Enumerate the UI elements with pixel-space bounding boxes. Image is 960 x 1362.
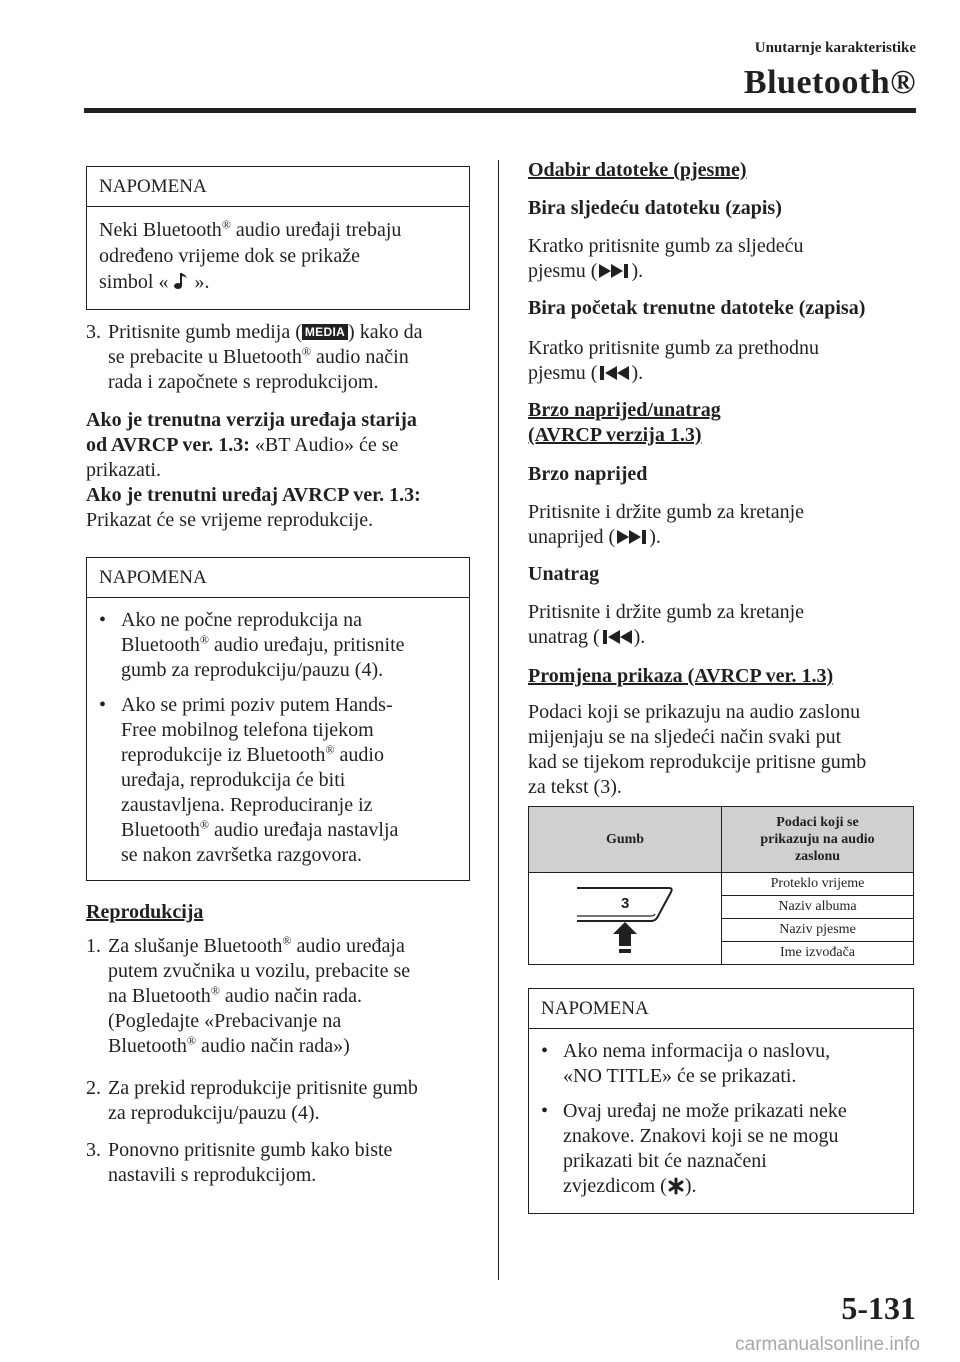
- note-title: NAPOMENA: [529, 989, 913, 1029]
- step-number: 3.: [86, 1139, 101, 1161]
- table-header-line: prikazuju na audio: [760, 832, 875, 847]
- header-rule: [84, 108, 916, 113]
- body-text: Kratko pritisnite gumb za prethodnu: [528, 337, 820, 359]
- watermark: carmanualsonline.info: [735, 1334, 920, 1355]
- note-bullet: [99, 608, 457, 683]
- note-text: određeno vrijeme dok se prikaže: [99, 245, 361, 267]
- column-divider: [498, 160, 499, 1280]
- note-box-3: [528, 988, 914, 1214]
- registered-mark: ®: [282, 933, 292, 948]
- step-number: 3.: [86, 321, 101, 343]
- note-text: audio: [334, 744, 384, 766]
- body-text: za tekst (3).: [528, 776, 622, 798]
- fast-forward-text: [528, 500, 916, 550]
- note-text: audio uređaju, pritisnite: [209, 634, 405, 656]
- next-track-icon: [615, 528, 649, 546]
- note-text: Ako se primi poziv putem Hands-: [121, 694, 393, 716]
- registered-mark: ®: [210, 983, 220, 998]
- version-result-1: «BT Audio» će se: [249, 434, 399, 456]
- step-text: audio način rada.: [219, 985, 363, 1007]
- version-info: [86, 408, 470, 533]
- text-button-3-icon: [565, 874, 685, 958]
- body-text: unatrag (: [528, 626, 600, 648]
- repro-step-3: [86, 1138, 470, 1188]
- note-title: NAPOMENA: [87, 558, 469, 598]
- step-text: audio način: [310, 346, 409, 368]
- bullet-icon: •: [541, 1100, 549, 1122]
- body-text: Kratko pritisnite gumb za sljedeću: [528, 235, 804, 257]
- step-text: audio način rada»): [196, 1035, 350, 1057]
- subheading-fast-forward: Brzo naprijed: [528, 463, 648, 485]
- note-text: Free mobilnog telefona tijekom: [121, 719, 374, 741]
- registered-mark: ®: [301, 344, 311, 359]
- bullet-icon: •: [541, 1040, 549, 1062]
- table-header: Gumb: [529, 807, 722, 873]
- step-text: na Bluetooth: [108, 985, 211, 1007]
- note-text: Neki Bluetooth: [99, 219, 222, 241]
- page-number: 5-131: [841, 1290, 916, 1326]
- table-cell: Proteklo vrijeme: [722, 873, 914, 896]
- table-button-cell: [529, 873, 722, 965]
- button-number-label: 3: [621, 895, 630, 912]
- note-text: audio uređaji trebaju: [230, 219, 402, 241]
- next-track-icon: [597, 262, 631, 280]
- step-text: Za prekid reprodukcije pritisnite gumb: [108, 1077, 418, 1099]
- body-text: ).: [649, 526, 661, 548]
- note-text: znakove. Znakovi koji se ne mogu: [563, 1125, 839, 1147]
- step-number: 2.: [86, 1077, 101, 1099]
- display-info-table: [528, 806, 914, 965]
- body-text: kad se tijekom reprodukcije pritisne gumb: [528, 751, 867, 773]
- note-text: gumb za reprodukciju/pauzu (4).: [121, 659, 384, 681]
- registered-mark: ®: [325, 742, 335, 757]
- repro-step-2: [86, 1076, 470, 1126]
- version-result-1b: prikazati.: [86, 459, 161, 481]
- bullet-icon: •: [99, 609, 107, 631]
- section-heading-file-select: Odabir datoteke (pjesme): [528, 159, 747, 181]
- body-text: Pritisnite i držite gumb za kretanje: [528, 501, 805, 523]
- note-text: Bluetooth: [121, 819, 200, 841]
- body-text: ).: [631, 260, 644, 282]
- body-text: Podaci koji se prikazuju na audio zaslonu: [528, 701, 861, 723]
- next-file-text: [528, 234, 916, 284]
- music-note-icon: [173, 271, 189, 291]
- body-text: Pritisnite i držite gumb za kretanje: [528, 601, 805, 623]
- header-section: Unutarnje karakteristike: [754, 40, 916, 56]
- table-cell: Naziv albuma: [722, 896, 914, 919]
- step-text: Bluetooth: [108, 1035, 187, 1057]
- table-header-line: zaslonu: [794, 849, 841, 864]
- version-condition-1: Ako je trenutna verzija uređaja starija: [86, 409, 417, 431]
- note-text: zvjezdicom (: [563, 1175, 667, 1197]
- bullet-icon: •: [99, 694, 107, 716]
- body-text: unaprijed (: [528, 526, 616, 548]
- note-text: simbol «: [99, 271, 169, 293]
- step-text: ) kako da: [348, 321, 423, 343]
- note-bullet: [541, 1039, 901, 1089]
- body-text: pjesmu (: [528, 260, 598, 282]
- version-condition-2: Ako je trenutni uređaj AVRCP ver. 1.3:: [86, 484, 421, 506]
- body-text: ).: [631, 362, 644, 384]
- note-box-1: [86, 166, 470, 310]
- registered-mark: ®: [199, 632, 210, 647]
- step-number: 1.: [86, 935, 101, 957]
- step-text: (Pogledajte «Prebacivanje na: [108, 1010, 342, 1032]
- note-text: zaustavljena. Reproduciranje iz: [121, 794, 373, 816]
- step-text: nastavili s reprodukcijom.: [108, 1164, 317, 1186]
- rewind-text: [528, 600, 916, 650]
- note-text: reprodukcije iz Bluetooth: [121, 744, 326, 766]
- note-text: Bluetooth: [121, 634, 200, 656]
- display-change-text: [528, 700, 916, 800]
- note-text: Ovaj uređaj ne može prikazati neke: [563, 1100, 847, 1122]
- step-text: audio uređaja: [291, 935, 405, 957]
- step-text: putem zvučnika u vozilu, prebacite se: [108, 960, 411, 982]
- table-header-line: Podaci koji se: [776, 815, 859, 830]
- body-text: mijenjaju se na sljedeći način svaki put: [528, 726, 842, 748]
- note-text: ».: [194, 271, 210, 293]
- note-text: Ako ne počne reprodukcija na: [121, 609, 363, 631]
- registered-mark: ®: [186, 1033, 197, 1048]
- previous-track-icon: [597, 364, 631, 382]
- previous-track-icon: [600, 628, 634, 646]
- section-heading-display-change: Promjena prikaza (AVRCP ver. 1.3): [528, 665, 834, 687]
- page-title: Bluetooth®: [743, 64, 916, 101]
- note-text: se nakon završetka razgovora.: [121, 844, 362, 866]
- step-text: Pritisnite gumb medija (: [108, 321, 302, 343]
- note-box-2: [86, 557, 470, 881]
- step-text: Ponovno pritisnite gumb kako biste: [108, 1139, 393, 1161]
- step-text: se prebacite u Bluetooth: [108, 346, 302, 368]
- note-text: Ako nema informacija o naslovu,: [563, 1040, 831, 1062]
- registered-mark: ®: [199, 817, 210, 832]
- asterisk-icon: [667, 1177, 685, 1195]
- repro-step-1: [86, 934, 470, 1059]
- media-button-icon: MEDIA: [302, 324, 348, 340]
- subheading-rewind: Unatrag: [528, 563, 600, 585]
- note-title: NAPOMENA: [87, 167, 469, 207]
- subheading-current-file-start: Bira početak trenutne datoteke (zapisa): [528, 297, 866, 319]
- table-header: [722, 807, 914, 873]
- body-text: pjesmu (: [528, 362, 598, 384]
- step-text: rada i započnete s reprodukcijom.: [108, 371, 379, 393]
- step-text: Za slušanje Bluetooth: [108, 935, 283, 957]
- table-cell: Naziv pjesme: [722, 919, 914, 942]
- note-text: audio uređaja nastavlja: [209, 819, 399, 841]
- version-result-2: Prikazat će se vrijeme reprodukcije.: [86, 509, 374, 531]
- version-condition-1b: od AVRCP ver. 1.3:: [86, 434, 250, 456]
- heading-line: (AVRCP verzija 1.3): [528, 424, 702, 446]
- note-text: ).: [684, 1175, 697, 1197]
- table-cell: Ime izvođača: [722, 942, 914, 965]
- registered-mark: ®: [221, 217, 231, 232]
- step-3-media: [86, 320, 470, 395]
- note-text: «NO TITLE» će se prikazati.: [563, 1065, 797, 1087]
- step-text: za reprodukciju/pauzu (4).: [108, 1102, 320, 1124]
- body-text: ).: [633, 626, 646, 648]
- note-bullet: [99, 693, 457, 868]
- heading-line: Brzo naprijed/unatrag: [528, 399, 721, 421]
- prev-file-text: [528, 336, 916, 386]
- section-heading-reproduction: Reprodukcija: [86, 901, 204, 923]
- note-bullet: [541, 1099, 901, 1199]
- subheading-next-file: Bira sljedeću datoteku (zapis): [528, 197, 782, 219]
- note-text: prikazati bit će naznačeni: [563, 1150, 767, 1172]
- note-text: uređaja, reprodukcija će biti: [121, 769, 346, 791]
- section-heading-fast-forward: [528, 398, 916, 448]
